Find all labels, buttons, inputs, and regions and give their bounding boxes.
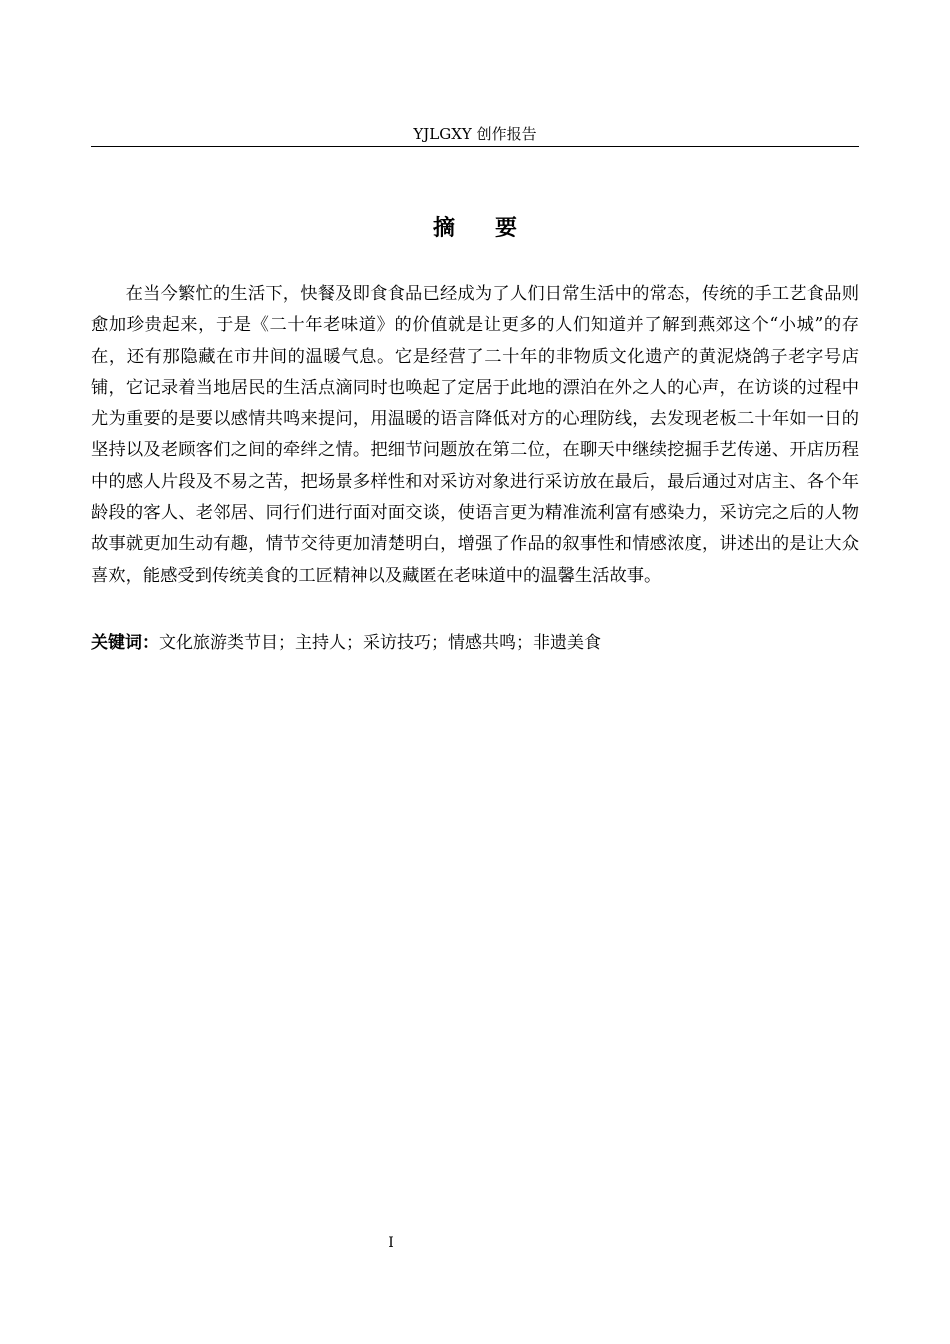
keywords-line [91,628,859,659]
abstract-body: 在当今繁忙的生活下，快餐及即食食品已经成为了人们日常生活中的常态，传统的手工艺食品则愈加珍贵起来，于是《二十年老味道》的价值就是让更多的人们知道并了解到燕郊这个“小城”的存在，还有那隐藏在市井间的温暖气息。它是经营了二十年的非物质文化遗产的黄泥烧鸽子老字号店铺，它记录着当地居民的生活点滴同时也唤起了定居于此地的漂泊在外之人的心声，在访谈的过程中尤为重要的是要以感情共鸣来提问，用温暖的语言降低对方的心理防线，去发现老板二十年如一日的坚持以及老顾客们之间的牵绊之情。把细节问题放在第二位，在聊天中继续挖掘手艺传递、开店历程中的感人片段及不易之苦，把场景多样性和对采访对象进行采访放在最后，最后通过对店主、各个年龄段的客人、老邻居、同行们进行面对面交谈，使语言更为精准流利富有感染力，采访完之后的人物故事就更加生动有趣，情节交待更加清楚明白，增强了作品的叙事性和情感浓度，讲述出的是让大众喜欢，能感受到传统美食的工匠精神以及藏匿在老味道中的温馨生活故事。 [91,284,859,586]
page-number: I [388,1235,394,1251]
abstract-title: 摘要 [432,215,557,241]
keywords-text: 文化旅游类节目；主持人；采访技巧；情感共鸣；非遗美食 [159,633,601,653]
header-divider [91,146,859,147]
keywords-label: 关键词： [91,633,159,653]
page-header: YJLGXY 创作报告 [413,125,537,143]
